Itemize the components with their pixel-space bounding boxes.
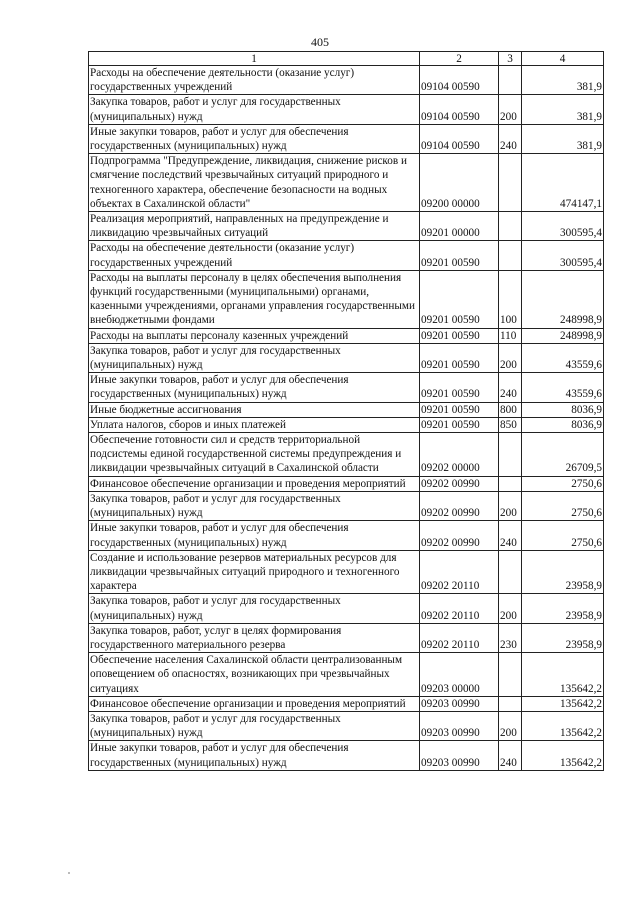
row-code: 09201 00590 — [420, 241, 499, 270]
table-row — [89, 741, 604, 770]
row-name: Подпрограмма "Предупреждение, ликвидация, снижение рисков и смягчение последствий чрезвычайных ситуаций природного и техногенного характера, обеспечение безопасности на водных объектах в Сахалинской области" — [89, 154, 420, 212]
row-name: Реализация мероприятий, направленных на предупреждение и ликвидацию чрезвычайных ситуаций — [89, 212, 420, 241]
row-name: Расходы на обеспечение деятельности (оказание услуг) государственных учреждений — [89, 66, 420, 95]
table-header-row — [89, 52, 604, 66]
table-row — [89, 476, 604, 491]
row-code: 09201 00000 — [420, 212, 499, 241]
row-code: 09201 00590 — [420, 373, 499, 402]
table-row — [89, 521, 604, 550]
table-row — [89, 154, 604, 212]
row-type — [499, 696, 522, 711]
row-name: Закупка товаров, работ и услуг для государственных (муниципальных) нужд — [89, 491, 420, 520]
table-row — [89, 550, 604, 594]
row-type: 240 — [499, 741, 522, 770]
row-code: 09202 20110 — [420, 623, 499, 652]
row-amount: 8036,9 — [522, 402, 604, 417]
row-name: Иные бюджетные ассигнования — [89, 402, 420, 417]
row-name: Расходы на обеспечение деятельности (оказание услуг) государственных учреждений — [89, 241, 420, 270]
row-type — [499, 154, 522, 212]
scan-dot — [68, 872, 70, 874]
row-type: 800 — [499, 402, 522, 417]
row-code: 09203 00990 — [420, 711, 499, 740]
row-type — [499, 212, 522, 241]
row-amount: 43559,6 — [522, 373, 604, 402]
row-code: 09202 00000 — [420, 433, 499, 477]
table-row — [89, 270, 604, 328]
row-type: 200 — [499, 594, 522, 623]
row-code: 09200 00000 — [420, 154, 499, 212]
table-row — [89, 623, 604, 652]
row-code: 09202 00990 — [420, 476, 499, 491]
row-code: 09201 00590 — [420, 402, 499, 417]
row-code: 09203 00000 — [420, 653, 499, 697]
row-name: Закупка товаров, работ и услуг для государственных (муниципальных) нужд — [89, 95, 420, 124]
row-name: Иные закупки товаров, работ и услуг для обеспечения государственных (муниципальных) нужд — [89, 521, 420, 550]
row-amount: 43559,6 — [522, 343, 604, 372]
row-amount: 23958,9 — [522, 550, 604, 594]
row-name: Закупка товаров, работ и услуг для государственных (муниципальных) нужд — [89, 711, 420, 740]
table-row — [89, 212, 604, 241]
table-row — [89, 328, 604, 343]
table-row — [89, 491, 604, 520]
row-amount: 381,9 — [522, 124, 604, 153]
row-type: 110 — [499, 328, 522, 343]
table-row — [89, 95, 604, 124]
row-amount: 135642,2 — [522, 696, 604, 711]
table-row — [89, 696, 604, 711]
row-amount: 300595,4 — [522, 212, 604, 241]
row-name: Иные закупки товаров, работ и услуг для обеспечения государственных (муниципальных) нужд — [89, 741, 420, 770]
row-type: 240 — [499, 373, 522, 402]
row-type — [499, 66, 522, 95]
table-row — [89, 433, 604, 477]
table-body — [89, 66, 604, 771]
row-code: 09202 00990 — [420, 491, 499, 520]
row-amount: 135642,2 — [522, 653, 604, 697]
row-amount: 23958,9 — [522, 594, 604, 623]
row-amount: 26709,5 — [522, 433, 604, 477]
table-row — [89, 124, 604, 153]
row-type: 240 — [499, 521, 522, 550]
table-row — [89, 402, 604, 417]
budget-table — [88, 51, 604, 771]
table-row — [89, 653, 604, 697]
row-name: Иные закупки товаров, работ и услуг для обеспечения государственных (муниципальных) нужд — [89, 373, 420, 402]
row-name: Финансовое обеспечение организации и проведения мероприятий — [89, 696, 420, 711]
header-col-1: 1 — [89, 52, 420, 66]
row-name: Расходы на выплаты персоналу казенных учреждений — [89, 328, 420, 343]
row-type — [499, 476, 522, 491]
row-amount: 2750,6 — [522, 521, 604, 550]
table-row — [89, 417, 604, 432]
row-name: Создание и использование резервов материальных ресурсов для ликвидации чрезвычайных ситуаций природного и техногенного характера — [89, 550, 420, 594]
row-amount: 300595,4 — [522, 241, 604, 270]
table-row — [89, 343, 604, 372]
row-amount: 248998,9 — [522, 270, 604, 328]
header-col-2: 2 — [420, 52, 499, 66]
row-code: 09104 00590 — [420, 124, 499, 153]
row-name: Финансовое обеспечение организации и проведения мероприятий — [89, 476, 420, 491]
row-code: 09203 00990 — [420, 696, 499, 711]
row-name: Закупка товаров, работ и услуг для государственных (муниципальных) нужд — [89, 343, 420, 372]
row-name: Закупка товаров, работ и услуг для государственных (муниципальных) нужд — [89, 594, 420, 623]
row-amount: 248998,9 — [522, 328, 604, 343]
row-type: 240 — [499, 124, 522, 153]
header-col-4: 4 — [522, 52, 604, 66]
row-code: 09202 20110 — [420, 594, 499, 623]
row-type — [499, 241, 522, 270]
row-name: Расходы на выплаты персоналу в целях обеспечения выполнения функций государственными (муниципальными) органами, казенными учреждениями, органами управления государственными внебюджетными фондами — [89, 270, 420, 328]
row-code: 09202 20110 — [420, 550, 499, 594]
row-name: Закупка товаров, работ, услуг в целях формирования государственного материального резерва — [89, 623, 420, 652]
row-amount: 2750,6 — [522, 476, 604, 491]
row-type — [499, 433, 522, 477]
row-type: 200 — [499, 491, 522, 520]
row-code: 09203 00990 — [420, 741, 499, 770]
table-row — [89, 711, 604, 740]
row-code: 09201 00590 — [420, 343, 499, 372]
row-type — [499, 653, 522, 697]
row-code: 09201 00590 — [420, 270, 499, 328]
row-amount: 381,9 — [522, 95, 604, 124]
row-code: 09202 00990 — [420, 521, 499, 550]
row-code: 09104 00590 — [420, 95, 499, 124]
row-code: 09201 00590 — [420, 417, 499, 432]
row-amount: 474147,1 — [522, 154, 604, 212]
row-code: 09201 00590 — [420, 328, 499, 343]
table-row — [89, 66, 604, 95]
table-row — [89, 594, 604, 623]
row-name: Обеспечение населения Сахалинской области централизованным оповещением об опасностях, возникающих при чрезвычайных ситуациях — [89, 653, 420, 697]
row-amount: 2750,6 — [522, 491, 604, 520]
row-type: 200 — [499, 343, 522, 372]
row-type: 230 — [499, 623, 522, 652]
row-name: Обеспечение готовности сил и средств территориальной подсистемы единой государственной системы предупреждения и ликвидации чрезвычайных ситуаций в Сахалинской области — [89, 433, 420, 477]
row-type: 200 — [499, 711, 522, 740]
row-amount: 135642,2 — [522, 741, 604, 770]
row-code: 09104 00590 — [420, 66, 499, 95]
row-type: 100 — [499, 270, 522, 328]
row-type — [499, 550, 522, 594]
table-row — [89, 373, 604, 402]
row-name: Уплата налогов, сборов и иных платежей — [89, 417, 420, 432]
row-amount: 23958,9 — [522, 623, 604, 652]
table-row — [89, 241, 604, 270]
row-amount: 381,9 — [522, 66, 604, 95]
page-number: 405 — [311, 35, 329, 49]
row-amount: 135642,2 — [522, 711, 604, 740]
header-col-3: 3 — [499, 52, 522, 66]
row-name: Иные закупки товаров, работ и услуг для обеспечения государственных (муниципальных) нужд — [89, 124, 420, 153]
row-amount: 8036,9 — [522, 417, 604, 432]
row-type: 200 — [499, 95, 522, 124]
row-type: 850 — [499, 417, 522, 432]
